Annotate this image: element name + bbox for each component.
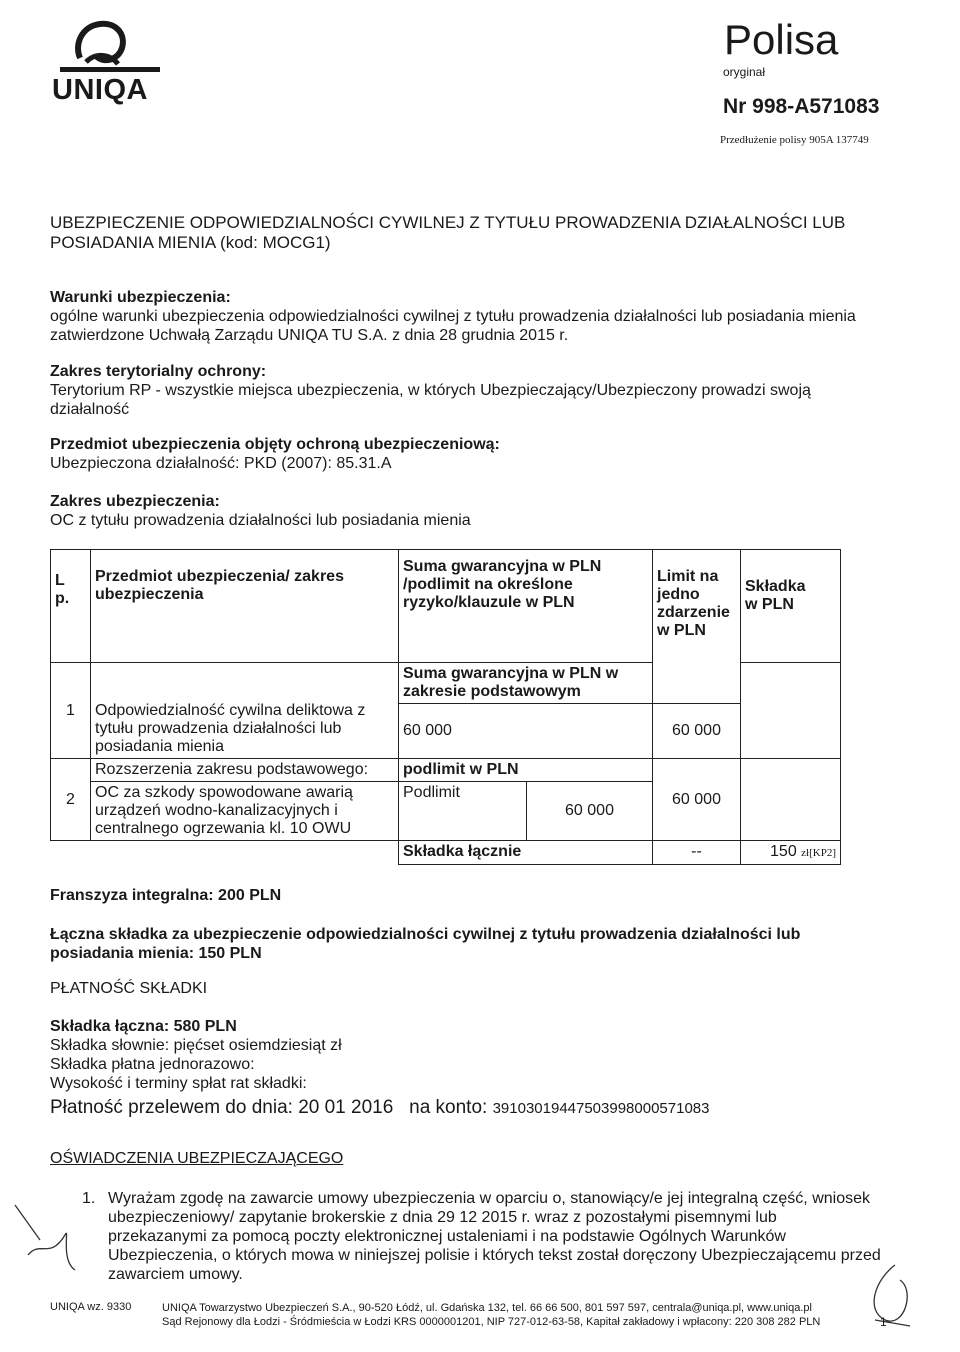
territory-line: Terytorium RP - wszystkie miejsca ubezpieczenia, w których Ubezpieczający/Ubezpieczony prowadzi swoją	[50, 382, 811, 399]
row1-lp: 1	[51, 663, 91, 759]
payment-details	[50, 1017, 890, 1118]
conditions-heading: Warunki ubezpieczenia:	[50, 289, 231, 306]
payment-due: Płatność przelewem do dnia: 20 01 2016 na konto: 39103019447503998000571083	[50, 1097, 710, 1118]
subject-section	[50, 435, 890, 473]
total-premium-line: posiadania mienia: 150 PLN	[50, 945, 262, 962]
declaration-heading: OŚWIADCZENIA UBEZPIECZAJĄCEGO	[50, 1150, 344, 1167]
declaration-section	[50, 1149, 890, 1168]
payment-total: Składka łączna: 580 PLN	[50, 1018, 237, 1035]
total-limit: --	[653, 841, 741, 865]
territory-heading: Zakres terytorialny ochrony:	[50, 363, 267, 380]
total-label: Składka łącznie	[399, 841, 653, 865]
scope-heading: Zakres ubezpieczenia:	[50, 493, 220, 510]
uniqa-logo	[52, 18, 182, 113]
insurance-title-line: POSIADANIA MIENIA (kod: MOCG1)	[50, 233, 331, 252]
header-sum: Suma gwarancyjna w PLN /podlimit na określone ryzyko/klauzule w PLN	[399, 550, 653, 663]
table-total-row	[51, 841, 841, 865]
header-limit: Limit na jedno zdarzenie w PLN	[653, 550, 741, 704]
scope-section	[50, 492, 890, 530]
signature-mark	[10, 1200, 80, 1275]
conditions-line: ogólne warunki ubezpieczenia odpowiedzialności cywilnej z tytułu prowadzenia działalności lub posiadania mienia	[50, 308, 856, 325]
payment-section	[50, 979, 890, 998]
total-premium: 150 zł[KP2]	[741, 841, 841, 865]
row1-premium	[741, 663, 841, 759]
total-premium-section	[50, 925, 890, 963]
scope-text: OC z tytułu prowadzenia działalności lub posiadania mienia	[50, 512, 471, 529]
brand-name: UNIQA	[52, 74, 148, 106]
row2-lp: 2	[51, 759, 91, 841]
row2-sublimit-label: Podlimit	[399, 782, 527, 841]
row2-sublimit-head: podlimit w PLN	[399, 759, 653, 782]
form-code: UNIQA wz. 9330	[50, 1301, 132, 1313]
document-title: Polisa	[724, 16, 839, 63]
row2-subject: OC za szkody spowodowane awarią urządzeń wodno-kanalizacyjnych i centralnego ogrzewania kl. 10 OWU	[91, 782, 399, 841]
franchise-text: Franszyza integralna: 200 PLN	[50, 887, 282, 904]
header-lp: L p.	[51, 550, 91, 663]
table-header-row	[51, 550, 841, 663]
subject-text: Ubezpieczona działalność: PKD (2007): 85.31.A	[50, 455, 392, 472]
payment-installments: Wysokość i terminy spłat rat składki:	[50, 1075, 307, 1092]
row2-subject-head: Rozszerzenia zakresu podstawowego:	[91, 759, 399, 782]
conditions-section	[50, 288, 890, 345]
page-number: 1	[880, 1315, 887, 1329]
header-premium: Składka w PLN	[741, 550, 841, 663]
payment-one-time: Składka płatna jednorazowo:	[50, 1056, 255, 1073]
conditions-line: zatwierdzone Uchwałą Zarządu UNIQA TU S.A. z dnia 28 grudnia 2015 r.	[50, 327, 569, 344]
row2-premium	[741, 759, 841, 841]
signature-mark	[855, 1260, 925, 1330]
total-premium-line: Łączna składka za ubezpieczenie odpowiedzialności cywilnej z tytułu prowadzenia działalności lub	[50, 926, 801, 943]
table-row	[51, 759, 841, 782]
header-subject: Przedmiot ubezpieczenia/ zakres ubezpieczenia	[91, 550, 399, 663]
insurance-title	[50, 213, 890, 253]
declaration-item: Wyrażam zgodę na zawarcie umowy ubezpieczenia w oparciu o, stanowiący/e jej integralną część, wniosek ubezpieczeniowy/ zapytanie brokerskie z dnia 29 12 2015 r. wraz z pozostałymi pisemnymi lub przekazanymi za pomocą poczty elektronicznej ustaleniami i na podstawie Ogólnych Warunków Ubezpieczenia, o których mowa w niniejszej polisie i których tekst został doręczony Ubezpieczającemu przed zawarciem umowy.	[108, 1190, 881, 1283]
territory-line: działalność	[50, 401, 130, 418]
insurance-title-line: UBEZPIECZENIE ODPOWIEDZIALNOŚCI CYWILNEJ Z TYTUŁU PROWADZENIA DZIAŁALNOŚCI LUB	[50, 213, 846, 232]
row1-limit: 60 000	[653, 704, 741, 759]
policy-number: Nr 998-A571083	[723, 95, 880, 118]
renewal-note: Przedłużenie polisy 905A 137749	[720, 134, 869, 146]
payment-in-words: Składka słownie: pięćset osiemdziesiąt zł	[50, 1037, 342, 1054]
original-label: oryginał	[723, 65, 766, 79]
row1-sum: 60 000	[399, 704, 653, 759]
row2-limit: 60 000	[653, 759, 741, 841]
subject-heading: Przedmiot ubezpieczenia objęty ochroną ubezpieczeniową:	[50, 436, 500, 453]
territory-section	[50, 362, 890, 419]
row2-sublimit-value: 60 000	[527, 782, 653, 841]
row1-subject: Odpowiedzialność cywilna deliktowa z tytułu prowadzenia działalności lub posiadania mienia	[91, 663, 399, 759]
declaration-item-number: 1.	[82, 1190, 96, 1207]
company-footer: UNIQA Towarzystwo Ubezpieczeń S.A., 90-520 Łódź, ul. Gdańska 132, tel. 66 66 500, 801 597 597, centrala@uniqa.pl, www.uniqa.pl Sąd Rejonowy dla Łodzi - Śródmieścia w Łodzi KRS 0000001201, NIP 727-012-63-58, Kapitał zakładowy i wpłacony: 220 308 282 PLN	[162, 1302, 821, 1328]
uniqa-emblem-icon	[52, 18, 182, 78]
coverage-table	[50, 549, 841, 865]
payment-heading: PŁATNOŚĆ SKŁADKI	[50, 980, 208, 997]
header-sum-basic: Suma gwarancyjna w PLN w zakresie podstawowym	[399, 663, 653, 704]
